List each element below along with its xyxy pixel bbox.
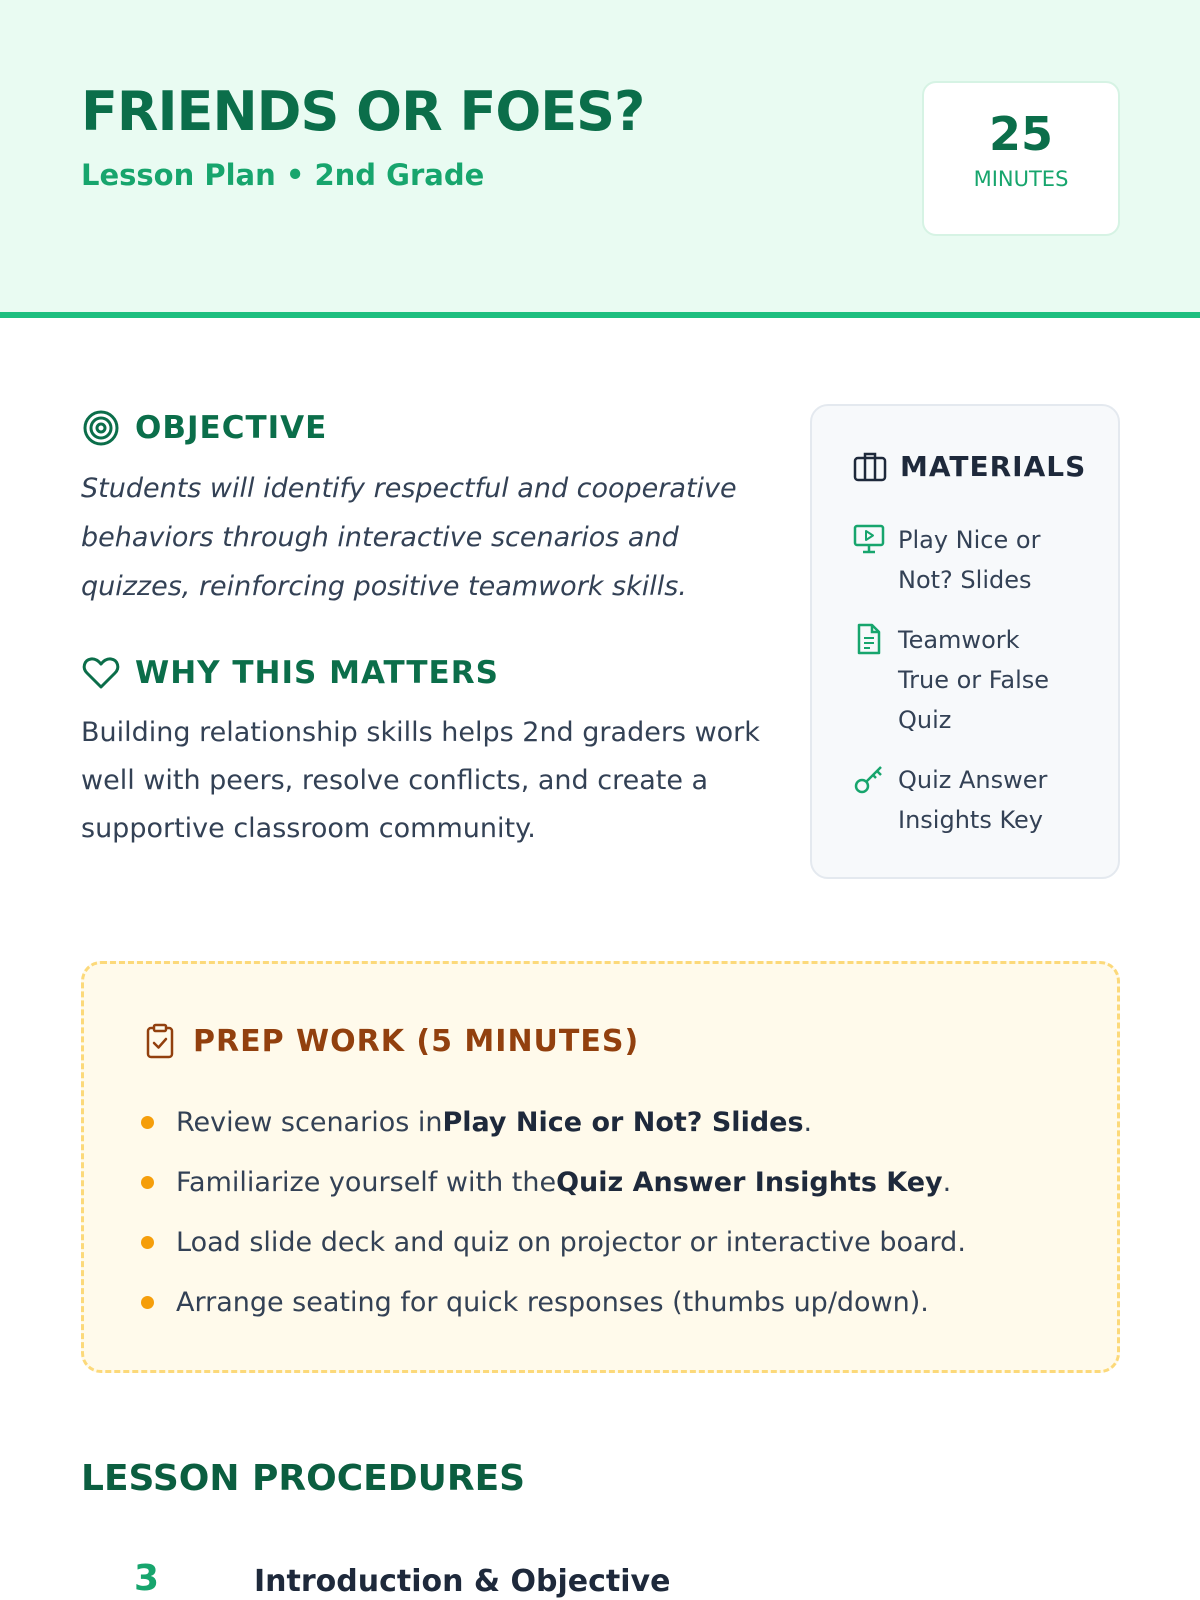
material-label: Teamwork True or False Quiz — [898, 626, 1050, 734]
lesson-header — [0, 0, 1200, 318]
material-label: Play Nice or Not? Slides — [898, 526, 1041, 594]
materials-heading — [852, 448, 1086, 484]
target-icon — [81, 408, 121, 448]
prep-list — [141, 1092, 966, 1332]
list-item — [141, 1212, 966, 1272]
materials-label: MATERIALS — [900, 449, 1087, 483]
list-item — [141, 1092, 966, 1152]
step-number: 3 — [134, 1558, 160, 1599]
bullet-dot — [141, 1296, 154, 1309]
prep-work-card — [81, 961, 1120, 1373]
procedures-heading: LESSON PROCEDURES — [81, 1458, 526, 1499]
duration-value: 25 — [988, 107, 1053, 161]
lesson-subtitle: Lesson Plan • 2nd Grade — [81, 158, 485, 192]
material-item[interactable] — [852, 520, 1102, 600]
duration-unit: MINUTES — [973, 167, 1069, 191]
objective-label: OBJECTIVE — [135, 410, 328, 446]
prep-item-text: Load slide deck and quiz on projector or interactive board. — [176, 1226, 966, 1258]
presentation-icon — [852, 522, 886, 556]
briefcase-icon — [852, 448, 888, 484]
prep-heading — [141, 1022, 639, 1060]
key-icon — [852, 762, 886, 796]
prep-item-text: Review scenarios in — [176, 1106, 443, 1138]
bullet-dot — [141, 1116, 154, 1129]
clipboard-check-icon — [141, 1022, 179, 1060]
duration-card — [922, 81, 1120, 236]
prep-item-text: Familiarize yourself with the — [176, 1166, 557, 1198]
prep-label: PREP WORK (5 MINUTES) — [193, 1023, 640, 1059]
prep-item-end: . — [803, 1106, 813, 1138]
document-icon — [852, 622, 886, 656]
heart-icon — [81, 653, 121, 693]
prep-item-end: . — [942, 1166, 952, 1198]
objective-heading — [81, 408, 327, 448]
why-text: Building relationship skills helps 2nd graders work well with peers, resolve conflicts, and create a supportive classroom community. — [81, 717, 760, 844]
material-item[interactable] — [852, 760, 1102, 840]
prep-item-text: Arrange seating for quick responses (thumbs up/down). — [176, 1286, 929, 1318]
material-item[interactable] — [852, 620, 1102, 740]
materials-card — [810, 404, 1120, 879]
why-label: WHY THIS MATTERS — [135, 655, 499, 691]
step-title: Introduction & Objective — [254, 1564, 671, 1599]
page-title: FRIENDS OR FOES? — [81, 80, 645, 143]
prep-item-bold: Play Nice or Not? Slides — [442, 1106, 804, 1138]
list-item — [141, 1152, 966, 1212]
why-heading — [81, 653, 499, 693]
prep-item-bold: Quiz Answer Insights Key — [556, 1166, 943, 1198]
bullet-dot — [141, 1176, 154, 1189]
material-label: Quiz Answer Insights Key — [898, 766, 1048, 834]
list-item — [141, 1272, 966, 1332]
objective-text: Students will identify respectful and cooperative behaviors through interactive scenarios and quizzes, reinforcing positive teamwork skills. — [81, 473, 737, 602]
bullet-dot — [141, 1236, 154, 1249]
